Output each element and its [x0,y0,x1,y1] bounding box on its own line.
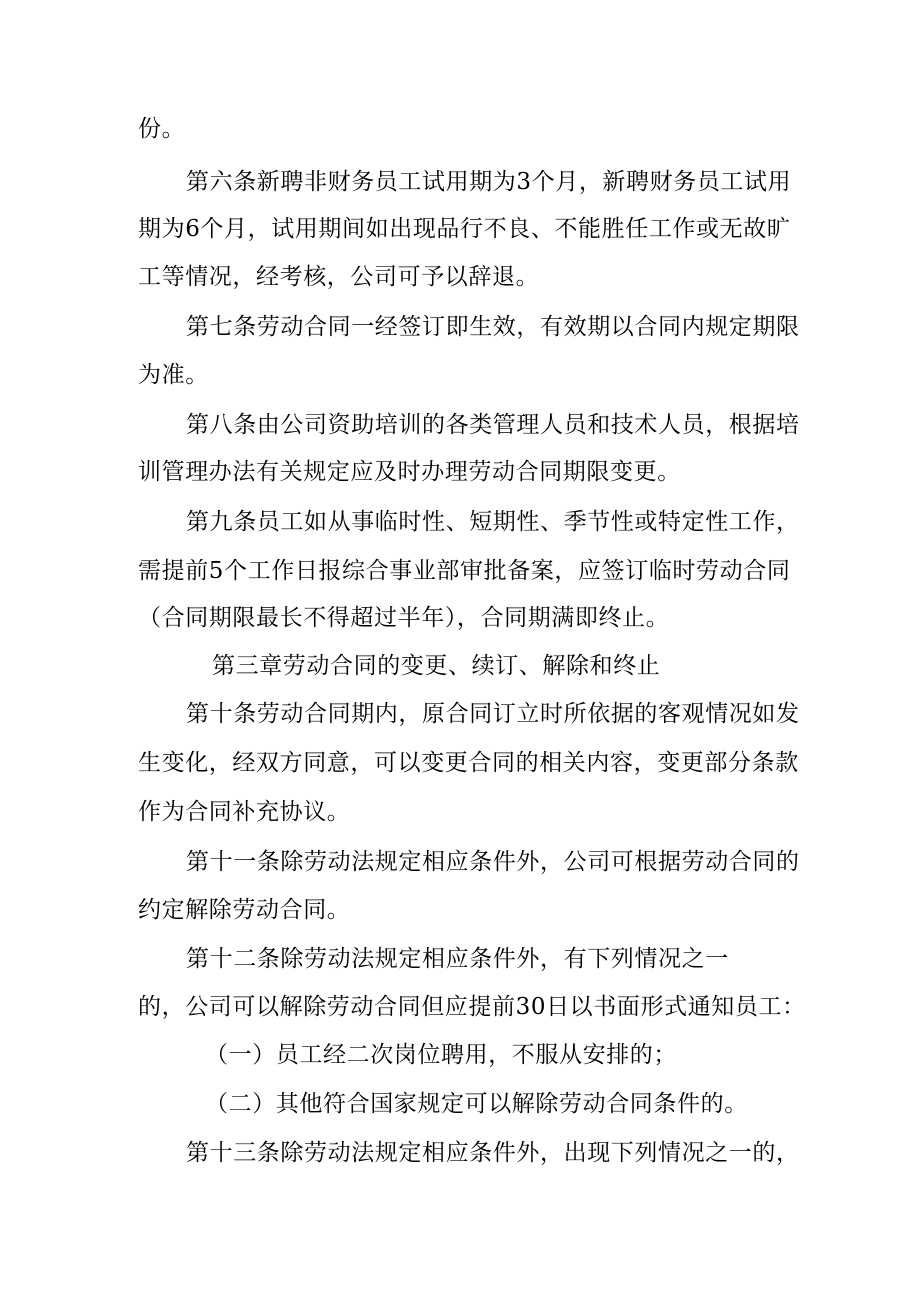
article-12-item-1: （一）员工经二次岗位聘用，不服从安排的； [205,1042,677,1068]
article-10-line-2: 生变化，经双方同意，可以变更合同的相关内容，变更部分条款 [138,750,799,776]
article-6-line-2: 期为6个月，试用期间如出现品行不良、不能胜任工作或无故旷 [138,216,791,242]
article-9-line-3: （合同期限最长不得超过半年），合同期满即终止。 [138,605,670,631]
article-7-line-2: 为准。 [138,362,209,388]
article-8-line-1: 第八条由公司资助培训的各类管理人员和技术人员，根据培 [186,412,800,438]
article-11-line-2: 约定解除劳动合同。 [138,897,351,923]
article-10-line-1: 第十条劳动合同期内，原合同订立时所依据的客观情况如发 [186,701,800,727]
text-line: 份。 [138,116,186,142]
article-7-line-1: 第七条劳动合同一经签订即生效，有效期以合同内规定期限 [186,314,800,340]
article-6-line-3: 工等情况，经考核，公司可予以辞退。 [138,264,540,290]
article-12-item-2: （二）其他符合国家规定可以解除劳动合同条件的。 [205,1091,748,1117]
article-9-line-2: 需提前5个工作日报综合事业部审批备案，应签订临时劳动合同 [138,558,791,584]
article-12-line-1: 第十二条除劳动法规定相应条件外，有下列情况之一 [186,946,729,972]
article-13-line-1: 第十三条除劳动法规定相应条件外，出现下列情况之一的， [186,1140,800,1166]
chapter-heading: 第三章劳动合同的变更、续订、解除和终止 [212,653,661,679]
article-6-line-1: 第六条新聘非财务员工试用期为3个月，新聘财务员工试用 [186,169,792,195]
article-8-line-2: 训管理办法有关规定应及时办理劳动合同期限变更。 [138,459,681,485]
article-10-line-3: 作为合同补充协议。 [138,799,351,825]
article-9-line-1: 第九条员工如从事临时性、短期性、季节性或特定性工作， [186,509,800,535]
article-11-line-1: 第十一条除劳动法规定相应条件外，公司可根据劳动合同的 [186,849,800,875]
article-12-line-2: 的，公司可以解除劳动合同但应提前30日以书面形式通知员工： [138,994,806,1020]
